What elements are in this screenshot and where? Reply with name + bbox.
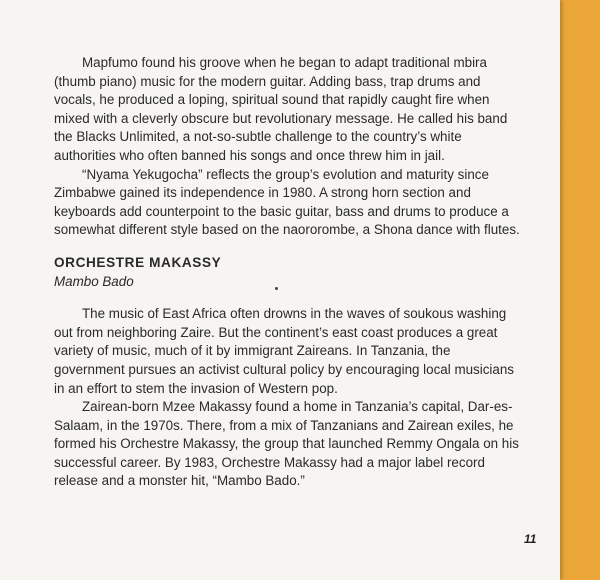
paragraph-mapfumo-groove: Mapfumo found his groove when he began to adapt traditional mbira (thumb piano) music for the modern guitar. Adding bass, trap drums and vocals, he produced a loping, spiritual sound that rapidly caught fire when mixed with a cleverly obscure but revolutionary message. He called his band the Blacks Unlimited, a not-so-subtle challenge to the country’s white authorities who often banned his songs and once threw him in jail. [54, 55, 508, 163]
page-number: 11 [524, 532, 537, 546]
section-subtitle: Mambo Bado [54, 273, 134, 289]
paragraph-nyama-yekugocha: “Nyama Yekugocha” reflects the group’s evolution and maturity since Zimbabwe gained its independence in 1980. A strong horn section and keyboards add counterpoint to the basic guitar, bass and drums to produce a somewhat different style based on the naororombe, a Shona dance with flutes. [54, 166, 520, 238]
article-body [54, 54, 524, 491]
paragraph-east-africa: The music of East Africa often drowns in the waves of soukous washing out from neighboring Zaire. But the continent’s east coast produces a great variety of music, much of it by immigrant Zaireans. In Tanzania, the government pursues an activist cultural policy by encouraging local musicians in an effort to stem the invasion of Western pop. [54, 306, 514, 396]
section-heading: ORCHESTRE MAKASSY [54, 254, 222, 270]
paragraph-mzee-makassy: Zairean-born Mzee Makassy found a home in Tanzania’s capital, Dar-es-Salaam, in the 1970s. There, from a mix of Tanzanians and Zairean exiles, he formed his Orchestre Makassy, the group that launched Remmy Ongala on his successful career. By 1983, Orchestre Makassy had a major label record release and a monster hit, “Mambo Bado.” [54, 399, 519, 489]
print-speck [275, 287, 278, 290]
